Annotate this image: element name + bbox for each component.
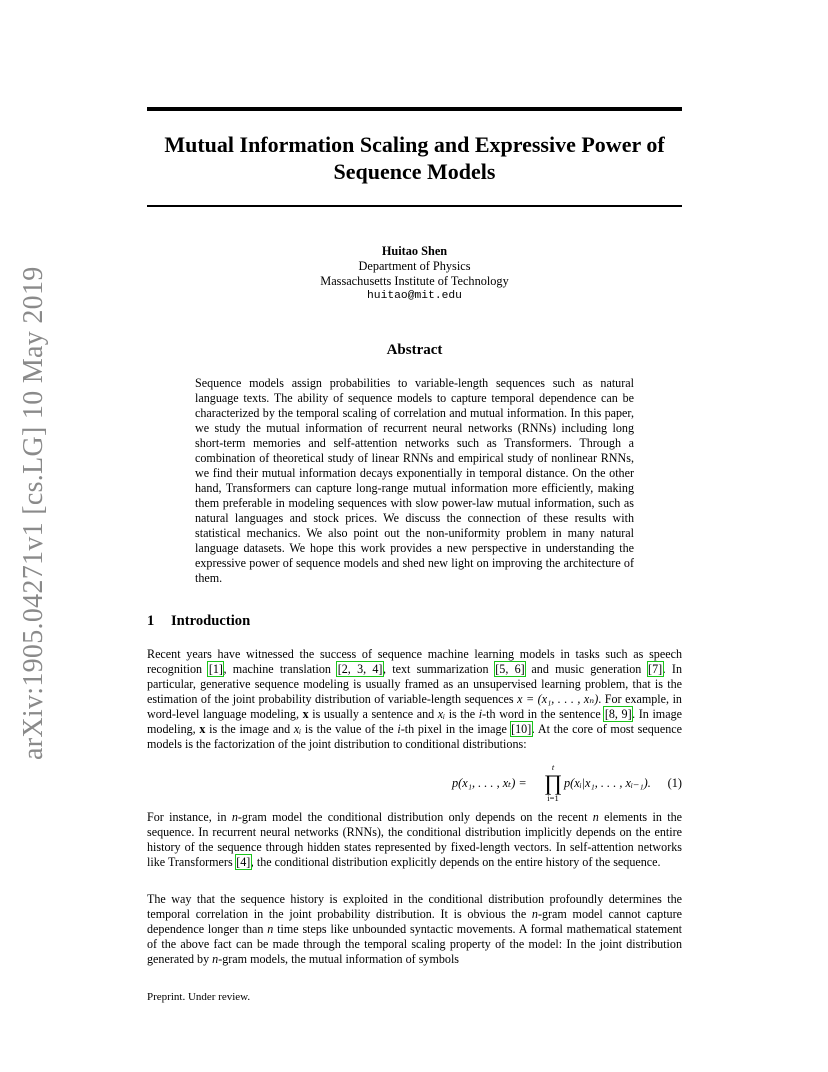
citation-link[interactable]: [5, 6] bbox=[495, 662, 525, 676]
text-run: , text summarization bbox=[382, 662, 495, 676]
citation-link[interactable]: [1] bbox=[208, 662, 223, 676]
math-inline: x = (x₁, . . . , xₙ) bbox=[517, 692, 599, 706]
citation-link[interactable]: [2, 3, 4] bbox=[337, 662, 383, 676]
equation-lhs-text: p(x₁, . . . , xₜ) = bbox=[452, 776, 527, 790]
text-run: -gram model cannot capture dependence longer than bbox=[147, 907, 683, 936]
math-inline: n bbox=[531, 907, 538, 921]
product-symbol: ∏ bbox=[543, 770, 563, 795]
equation-rhs-text: p(xᵢ|x₁, . . . , xᵢ₋₁). bbox=[564, 776, 651, 790]
author-department: Department of Physics bbox=[358, 259, 471, 273]
title-rule-top bbox=[147, 107, 682, 111]
title-line-1: Mutual Information Scaling and Expressive Power of bbox=[164, 132, 665, 157]
text-run: -gram models, the mutual information of symbols bbox=[218, 952, 460, 966]
author-name: Huitao Shen bbox=[381, 244, 448, 258]
text-run: The way that the sequence history is exploited in the conditional distribution profoundly determines the temporal correlation in the joint probability distribution. It is obvious the bbox=[147, 892, 682, 921]
text-run: . At the core of most sequence models is the factorization of the joint distribution to conditional distributions: bbox=[147, 722, 682, 751]
text-run: For instance, in bbox=[147, 810, 232, 824]
section-heading bbox=[147, 612, 682, 630]
text-run: is the image and bbox=[205, 722, 294, 736]
math-inline: xᵢ bbox=[437, 707, 446, 721]
text-run: and music generation bbox=[525, 662, 648, 676]
product-lower-limit: i=1 bbox=[547, 793, 559, 803]
equation-rhs bbox=[564, 776, 651, 791]
equation-lhs bbox=[452, 776, 527, 791]
text-run: is usually a sentence and bbox=[308, 707, 438, 721]
section-title: Introduction bbox=[171, 613, 251, 629]
citation-link[interactable]: [4] bbox=[236, 855, 251, 869]
math-inline: n bbox=[592, 810, 599, 824]
abstract-text: Sequence models assign probabilities to variable-length sequences such as natural language texts. The ability of sequence models to capture temporal dependence can be characterized by the temporal scaling of correlation and mutual information. In this paper, we study the mutual information of recurrent neural networks (RNNs) including long short-term memories and self-attention networks such as Transformers. Through a combination of theoretical study of linear RNNs and empirical study of nonlinear RNNs, we find their mutual information decays exponentially in temporal distance. On the other hand, Transformers can capture long-range mutual information more efficiently, making them preferable in modeling sequences with slow power-law mutual information, such as natural languages and stock prices. We discuss the connection of these results with statistical mechanics. We also point out the non-uniformity problem in many natural language datasets. We hope this work provides a new perspective in understanding the expressive power of sequence models and shed new light on improving the architecture of them. bbox=[195, 376, 634, 585]
author-institution: Massachusetts Institute of Technology bbox=[320, 274, 509, 288]
paper-title bbox=[147, 131, 682, 185]
math-inline: x bbox=[199, 722, 206, 736]
math-inline: i bbox=[397, 722, 401, 736]
citation-link[interactable]: [7] bbox=[648, 662, 663, 676]
text-run: -gram model the conditional distribution only depends on the recent bbox=[237, 810, 593, 824]
author-block bbox=[147, 244, 682, 304]
intro-paragraph-2 bbox=[147, 810, 682, 870]
math-inline: n bbox=[231, 810, 238, 824]
equation-1 bbox=[147, 763, 682, 807]
math-inline: i bbox=[478, 707, 483, 721]
text-run: . In particular, generative sequence modeling is usually framed as an unsupervised learning problem, that is the estimation of the joint probability distribution of variable-length sequences bbox=[147, 662, 683, 706]
text-run: Recent years have witnessed the success of sequence machine learning models in tasks such as speech recognition bbox=[147, 647, 682, 676]
author-email[interactable]: huitao@mit.edu bbox=[367, 290, 462, 302]
text-run: , machine translation bbox=[223, 662, 338, 676]
section-number: 1 bbox=[147, 613, 155, 629]
product-operator bbox=[543, 763, 563, 803]
text-run: -th word in the sentence bbox=[482, 707, 605, 721]
title-line-2: Sequence Models bbox=[333, 159, 496, 184]
text-run: . For example, in word-level language modeling, bbox=[147, 692, 682, 721]
text-run: time steps like unbounded syntactic movements. A formal mathematical statement of the above fact can be made through the temporal scaling property of the model: In the joint distribution generated by bbox=[147, 922, 682, 966]
text-run: . In image modeling, bbox=[147, 707, 683, 736]
citation-link[interactable]: [8, 9] bbox=[604, 707, 632, 721]
arxiv-watermark: arXiv:1905.04271v1 [cs.LG] 10 May 2019 bbox=[18, 266, 49, 760]
product-upper-limit: t bbox=[551, 762, 555, 772]
text-run: elements in the sequence. In recurrent neural networks (RNNs), the conditional distribution implicitly depends on the entire history of the sequence through hidden states represented by fixed-length vectors. In self-attention networks like Transformers bbox=[147, 810, 682, 869]
abstract-heading: Abstract bbox=[386, 342, 443, 358]
math-inline: n bbox=[267, 922, 274, 936]
intro-paragraph-1 bbox=[147, 647, 682, 752]
math-inline: x bbox=[302, 707, 309, 721]
text-run: -th pixel in the image bbox=[400, 722, 511, 736]
equation-number: (1) bbox=[667, 776, 682, 790]
math-inline: xᵢ bbox=[293, 722, 302, 736]
math-inline: n bbox=[212, 952, 219, 966]
citation-link[interactable]: [10] bbox=[511, 722, 532, 736]
text-run: , the conditional distribution explicitly depends on the entire history of the sequence. bbox=[250, 855, 661, 869]
text-run: is the bbox=[445, 707, 479, 721]
intro-paragraph-3 bbox=[147, 892, 682, 967]
preprint-footer: Preprint. Under review. bbox=[147, 991, 251, 1003]
title-rule-bottom bbox=[147, 205, 682, 207]
text-run: is the value of the bbox=[301, 722, 398, 736]
